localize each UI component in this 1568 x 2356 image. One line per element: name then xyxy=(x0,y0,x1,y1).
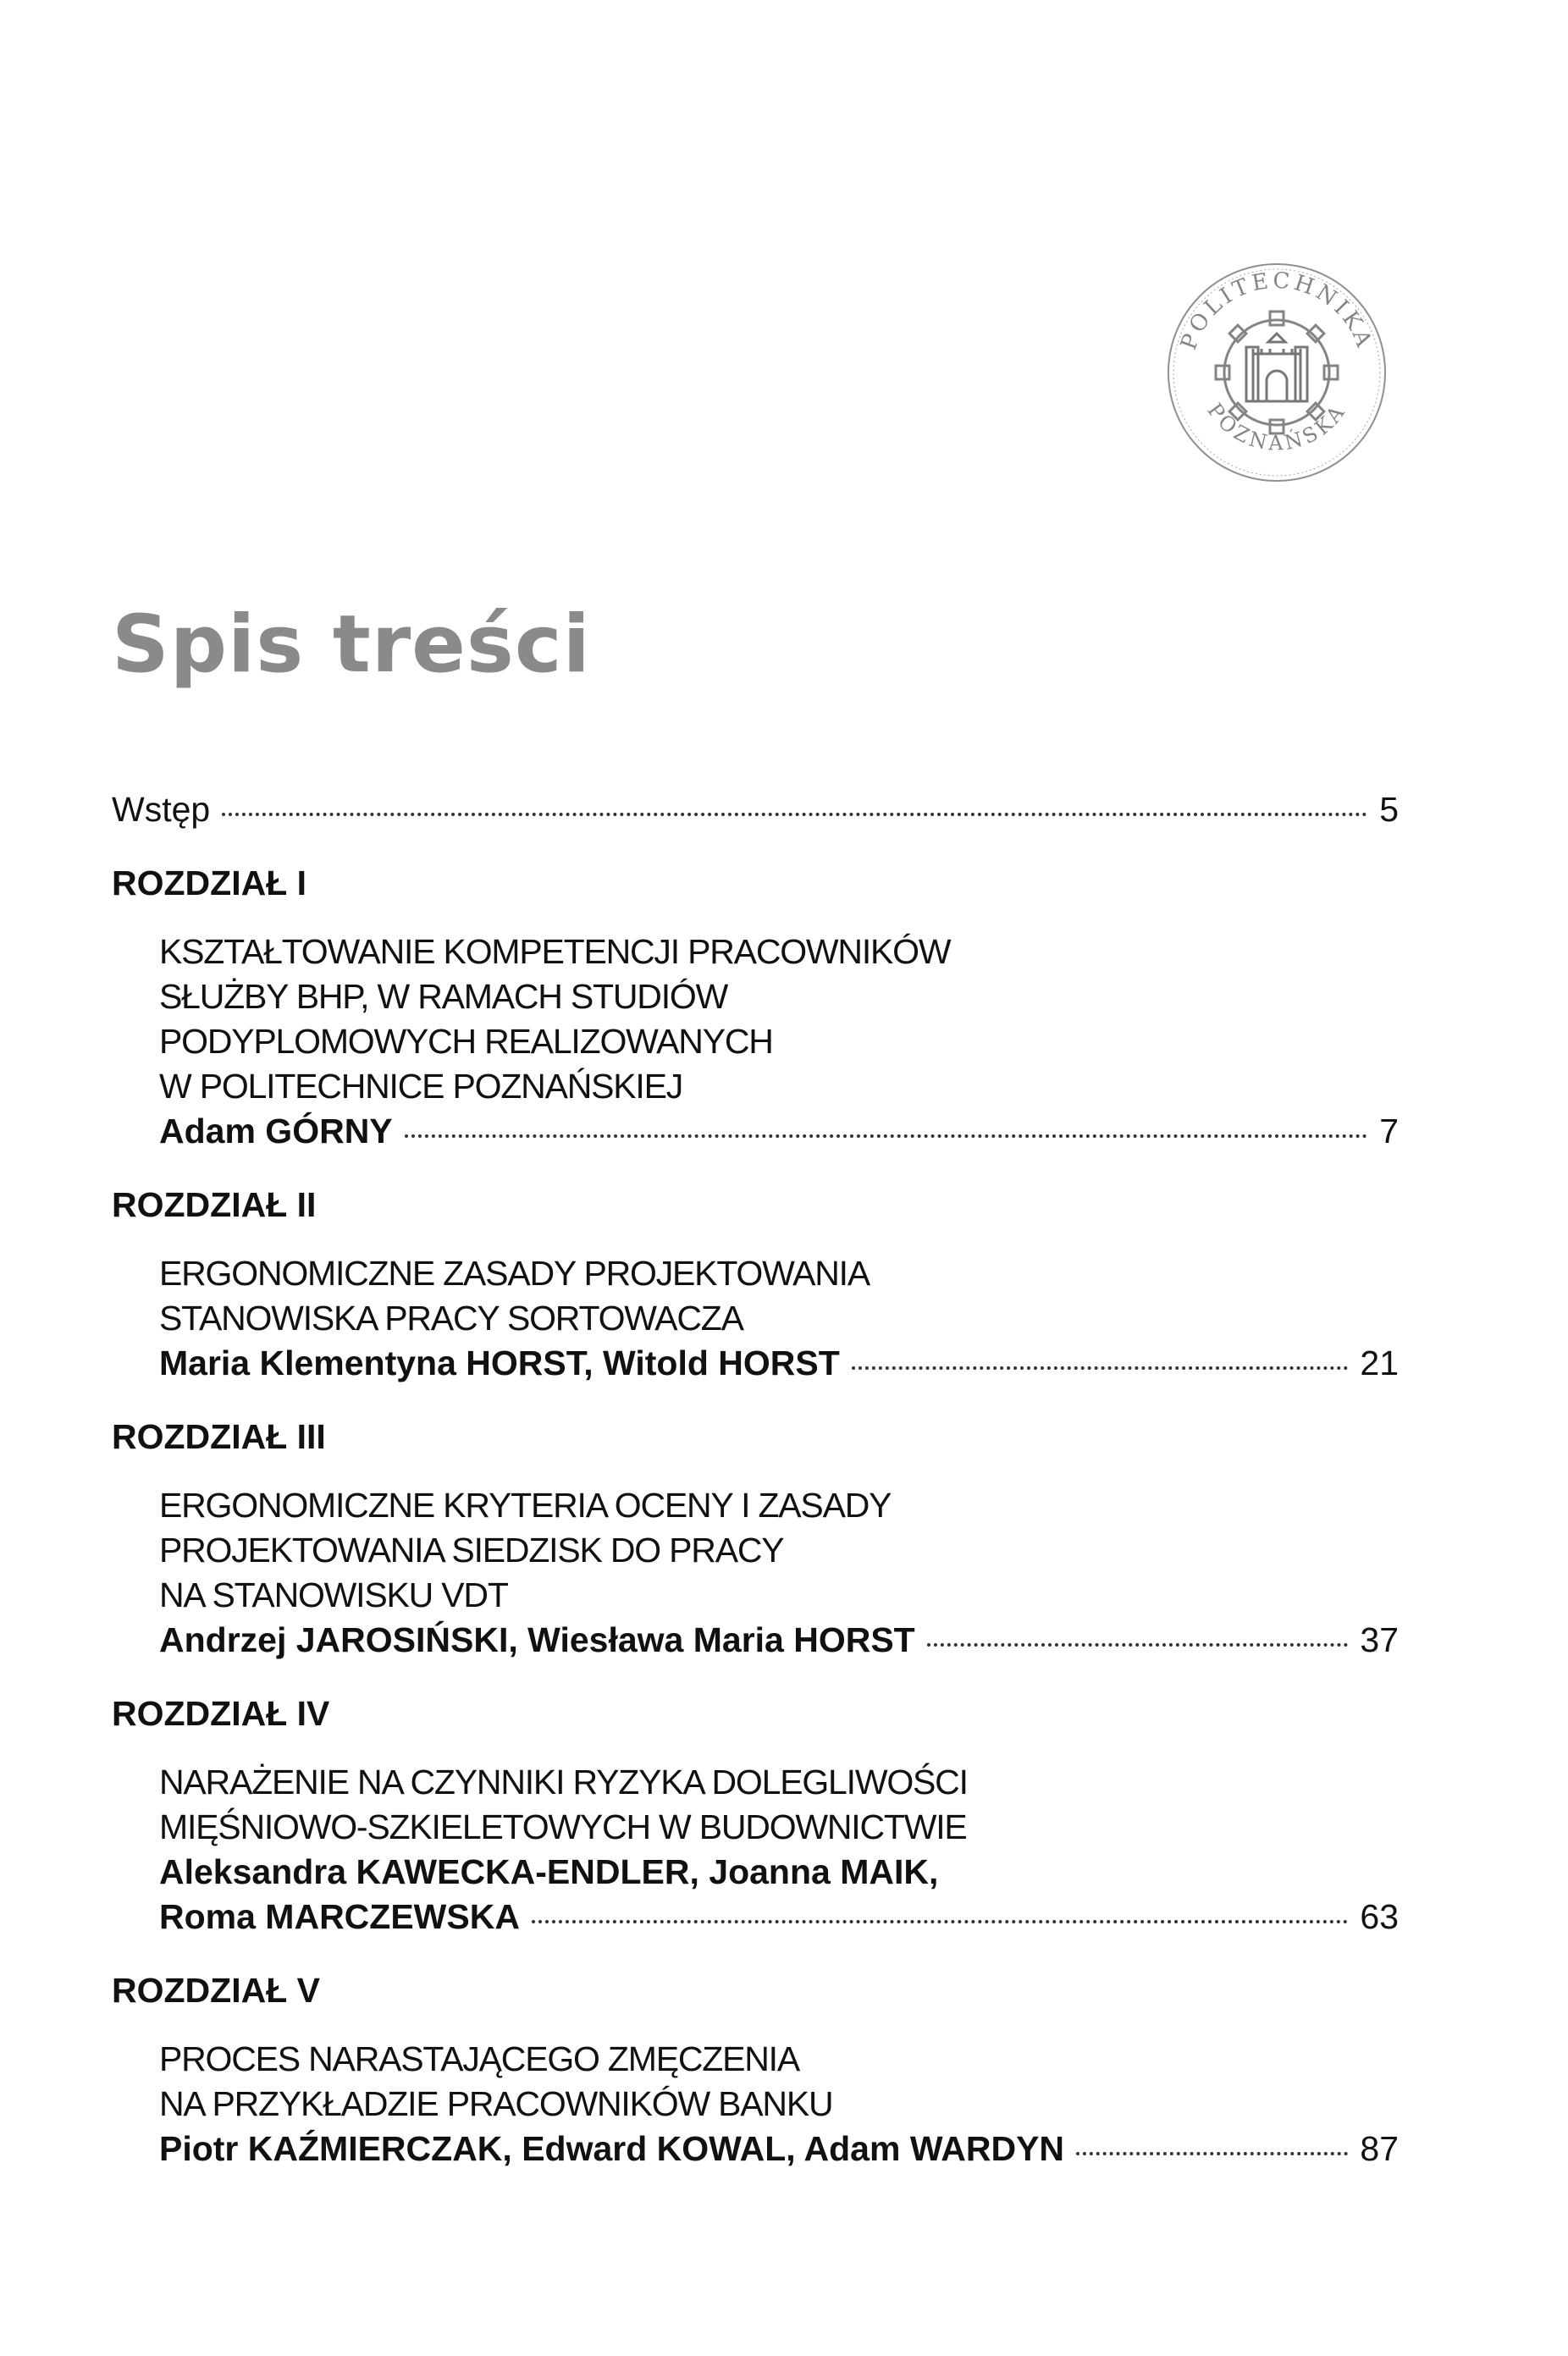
toc-chapter[interactable] xyxy=(112,1183,1399,1386)
chapter-heading: ROZDZIAŁ V xyxy=(112,1971,320,2010)
chapter-authors: Aleksandra KAWECKA-ENDLER, Joanna MAIK, xyxy=(159,1852,939,1891)
chapter-heading: ROZDZIAŁ IV xyxy=(112,1694,330,1733)
chapter-title-line: NA PRZYKŁADZIE PRACOWNIKÓW BANKU xyxy=(159,2084,833,2123)
dot-leader xyxy=(1076,2152,1348,2155)
toc-page-number: 7 xyxy=(1379,1112,1399,1150)
table-of-contents xyxy=(112,787,1399,2200)
dot-leader xyxy=(852,1366,1349,1370)
toc-page-number: 63 xyxy=(1360,1897,1399,1936)
page-title: Spis treści xyxy=(112,599,591,691)
chapter-author-line xyxy=(159,1341,1399,1386)
chapter-heading: ROZDZIAŁ III xyxy=(112,1417,326,1456)
toc-chapter[interactable] xyxy=(112,1968,1399,2171)
chapter-body xyxy=(112,1760,1399,1939)
seal-graphic xyxy=(1158,254,1395,491)
chapter-title-line: MIĘŚNIOWO-SZKIELETOWYCH W BUDOWNICTWIE xyxy=(159,1807,967,1846)
dot-leader xyxy=(222,813,1367,816)
seal-top-text: POLITECHNIKA xyxy=(1176,268,1378,354)
castle-icon xyxy=(1246,334,1307,401)
university-seal-stamp xyxy=(1158,254,1395,491)
toc-chapter[interactable] xyxy=(112,861,1399,1154)
toc-chapter[interactable] xyxy=(112,1415,1399,1663)
toc-page-number: 37 xyxy=(1360,1620,1399,1659)
toc-entry-intro[interactable] xyxy=(112,787,1399,832)
toc-page-number: 5 xyxy=(1379,790,1399,829)
dot-leader xyxy=(405,1134,1368,1138)
chapter-author-line xyxy=(159,1618,1399,1663)
chapter-authors: Piotr KAŹMIERCZAK, Edward KOWAL, Adam WARDYN xyxy=(159,2129,1065,2168)
chapter-title-line: PROCES NARASTAJĄCEGO ZMĘCZENIA xyxy=(159,2039,800,2078)
chapter-body xyxy=(112,930,1399,1154)
chapter-authors: Roma MARCZEWSKA xyxy=(159,1897,520,1936)
chapter-author-line xyxy=(159,1895,1399,1939)
chapter-title-line: PODYPLOMOWYCH REALIZOWANYCH xyxy=(159,1022,773,1061)
chapter-title-line: NA STANOWISKU VDT xyxy=(159,1575,508,1614)
chapter-title-line: STANOWISKA PRACY SORTOWACZA xyxy=(159,1299,743,1338)
chapter-authors: Andrzej JAROSIŃSKI, Wiesława Maria HORST xyxy=(159,1620,915,1659)
chapter-authors: Adam GÓRNY xyxy=(159,1112,393,1150)
seal-bottom-text: POZNAŃSKA xyxy=(1202,399,1351,455)
chapter-title-line: ERGONOMICZNE ZASADY PROJEKTOWANIA xyxy=(159,1254,870,1293)
chapter-authors: Maria Klementyna HORST, Witold HORST xyxy=(159,1344,840,1382)
chapter-title-line: KSZTAŁTOWANIE KOMPETENCJI PRACOWNIKÓW xyxy=(159,932,951,971)
toc-chapter[interactable] xyxy=(112,1691,1399,1939)
toc-page-number: 21 xyxy=(1360,1344,1399,1382)
chapter-heading: ROZDZIAŁ I xyxy=(112,863,307,902)
dot-leader xyxy=(927,1643,1349,1647)
toc-intro-label: Wstęp xyxy=(112,790,211,829)
chapter-title-line: PROJEKTOWANIA SIEDZISK DO PRACY xyxy=(159,1531,784,1570)
gear-icon xyxy=(1216,312,1338,433)
chapter-title-line: SŁUŻBY BHP, W RAMACH STUDIÓW xyxy=(159,977,728,1016)
chapter-title-line: ERGONOMICZNE KRYTERIA OCENY I ZASADY xyxy=(159,1486,892,1525)
chapter-body xyxy=(112,2037,1399,2171)
chapter-body xyxy=(112,1251,1399,1386)
dot-leader xyxy=(532,1920,1348,1923)
toc-page-number: 87 xyxy=(1360,2129,1399,2168)
chapter-title-line: W POLITECHNICE POZNAŃSKIEJ xyxy=(159,1067,683,1106)
chapter-title-line: NARAŻENIE NA CZYNNIKI RYZYKA DOLEGLIWOŚCI xyxy=(159,1763,968,1801)
chapter-heading: ROZDZIAŁ II xyxy=(112,1185,317,1224)
chapter-author-line xyxy=(159,2127,1399,2171)
chapter-author-line xyxy=(159,1109,1399,1154)
chapter-body xyxy=(112,1483,1399,1663)
